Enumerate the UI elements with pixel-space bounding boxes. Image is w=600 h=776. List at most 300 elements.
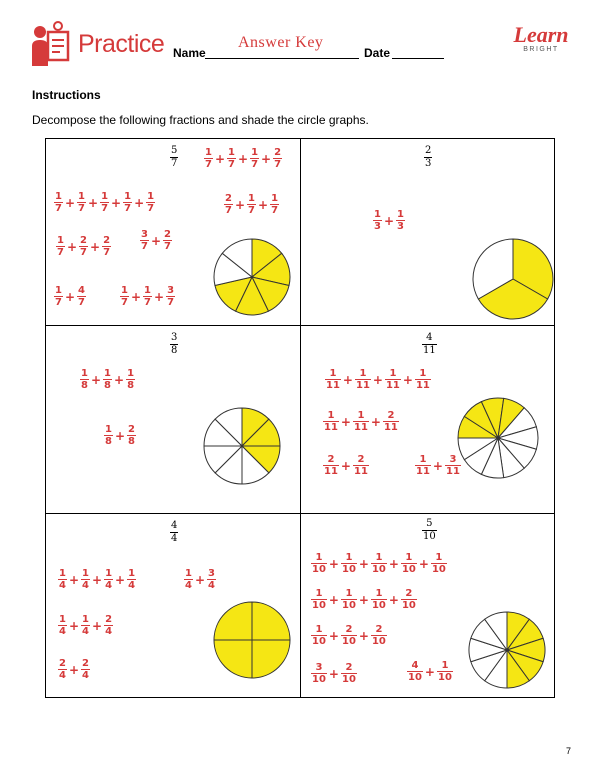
numerator: 2 [128,424,135,435]
numerator: 3 [167,285,175,296]
pie-slice-shaded [214,640,252,678]
fraction-term [371,552,387,575]
instructions-text: Decompose the following fractions and shade the circle graphs. [32,113,369,127]
date-label: Date [364,46,391,60]
target-numerator: 4 [426,332,433,343]
denominator: 11 [353,422,368,433]
decomposition-expression [311,624,387,647]
plus-sign: + [261,151,272,166]
denominator: 7 [271,205,279,216]
denominator: 7 [55,203,62,214]
plus-sign: + [388,592,399,607]
fraction-term [311,552,327,575]
circle-graph [202,406,282,486]
circle-graph [471,237,555,321]
numerator: 1 [185,568,192,579]
plus-sign: + [388,556,399,571]
numerator: 1 [105,424,112,435]
fraction-term [58,568,67,591]
fraction-cell [301,514,556,699]
denominator: 7 [228,159,235,170]
plus-sign: + [383,213,395,228]
denominator: 7 [78,297,85,308]
denominator: 8 [105,436,112,447]
numerator: 2 [357,454,365,465]
answer-key-text: Answer Key [238,34,324,51]
numerator: 1 [435,552,443,563]
denominator: 10 [371,636,386,647]
brand-sub: BRIGHT [523,46,559,53]
fraction-term [81,658,90,681]
fraction-term [353,410,369,433]
denominator: 10 [371,600,386,611]
decomposition-expression [407,660,453,683]
learn-bright-logo [506,24,576,53]
decomposition-expression [56,235,111,258]
plus-sign: + [424,664,435,679]
target-numerator: 3 [171,332,178,343]
fraction-term [311,624,327,647]
numerator: 1 [315,588,323,599]
plus-sign: + [372,372,383,387]
numerator: 1 [375,588,383,599]
decomposition-expression [184,568,216,591]
target-denominator: 7 [171,158,178,169]
fraction-cell [301,326,556,513]
denominator: 11 [353,466,368,477]
plus-sign: + [92,618,103,633]
fraction-cell [46,514,300,699]
numerator: 3 [208,568,215,579]
denominator: 4 [59,626,66,637]
target-fraction [170,145,178,170]
denominator: 11 [324,466,338,477]
brand-name: Learn [513,22,569,47]
target-denominator: 11 [423,345,436,356]
plus-sign: + [402,372,413,387]
denominator: 7 [80,247,87,258]
circle-graph [456,396,540,480]
numerator: 2 [345,624,353,635]
plus-sign: + [66,239,78,254]
denominator: 4 [82,670,89,681]
fraction-cell [46,139,300,325]
fraction-term [247,193,256,216]
denominator: 10 [341,636,356,647]
fraction-term [56,235,65,258]
denominator: 10 [312,564,326,575]
target-fraction [422,518,437,543]
fraction-term [79,235,88,258]
numerator: 1 [59,614,66,625]
decomposition-expression [204,147,282,170]
numerator: 1 [205,147,212,158]
fraction-term [371,624,387,647]
name-label: Name [173,46,206,60]
fraction-term [207,568,216,591]
instructions-heading: Instructions [32,88,101,102]
denominator: 7 [121,297,128,308]
target-numerator: 5 [426,518,433,529]
denominator: 11 [355,380,370,391]
decomposition-expression [140,229,172,252]
plus-sign: + [114,428,126,443]
fraction-term [54,191,63,214]
numerator: 1 [81,368,88,379]
denominator: 7 [124,203,132,214]
plus-sign: + [342,372,353,387]
denominator: 8 [128,436,135,447]
numerator: 1 [124,191,132,202]
fraction-term [341,624,357,647]
fraction-term [401,552,417,575]
numerator: 1 [82,614,89,625]
fraction-term [407,660,423,683]
fraction-term [103,368,112,391]
target-fraction [170,332,178,357]
plus-sign: + [238,151,249,166]
fraction-term [123,191,132,214]
target-numerator: 4 [171,520,178,531]
plus-sign: + [64,289,76,304]
pie-slice-shaded [252,640,290,678]
fraction-term [227,147,236,170]
plus-sign: + [114,372,125,387]
fraction-term [81,568,90,591]
numerator: 2 [274,147,282,158]
denominator: 10 [312,600,326,611]
target-fraction [422,332,437,357]
decomposition-expression [54,285,86,308]
numerator: 2 [225,193,232,204]
decomposition-expression [54,191,155,214]
plus-sign: + [115,572,126,587]
fraction-term [58,614,67,637]
fraction-term [81,614,90,637]
numerator: 1 [374,209,381,220]
numerator: 1 [251,147,259,158]
denominator: 7 [248,205,255,216]
numerator: 2 [103,235,111,246]
numerator: 2 [405,588,413,599]
fraction-term [77,191,86,214]
numerator: 1 [144,285,151,296]
numerator: 1 [315,624,323,635]
fraction-term [373,209,382,232]
decomposition-expression [311,662,357,685]
numerator: 1 [389,368,397,379]
plus-sign: + [90,239,101,254]
fraction-term [270,193,279,216]
denominator: 10 [371,564,386,575]
decomposition-expression [323,454,369,477]
denominator: 7 [164,241,171,252]
denominator: 11 [326,380,340,391]
numerator: 1 [248,193,255,204]
numerator: 1 [329,368,337,379]
fraction-term [166,285,175,308]
denominator: 10 [341,674,356,685]
fraction-term [143,285,152,308]
numerator: 1 [271,193,279,204]
numerator: 3 [315,662,323,673]
denominator: 4 [82,626,89,637]
fraction-term [104,568,113,591]
numerator: 1 [128,568,136,579]
denominator: 7 [78,203,85,214]
denominator: 7 [225,205,232,216]
numerator: 4 [411,660,419,671]
fraction-term [415,368,431,391]
numerator: 1 [357,410,365,421]
denominator: 10 [408,672,422,683]
pie-slice-shaded [214,602,252,640]
fraction-term [385,368,401,391]
fraction-term [77,285,86,308]
denominator: 10 [431,564,446,575]
numerator: 1 [121,285,128,296]
plus-sign: + [328,666,339,681]
denominator: 7 [141,241,148,252]
decomposition-expression [120,285,175,308]
fraction-term [431,552,447,575]
denominator: 10 [341,564,356,575]
plus-sign: + [88,195,99,210]
numerator: 1 [55,285,62,296]
decomposition-expression [58,614,113,637]
denominator: 8 [104,380,111,391]
numerator: 2 [345,662,353,673]
decomposition-expression [311,588,417,611]
plus-sign: + [432,458,443,473]
fraction-term [102,235,111,258]
plus-sign: + [418,556,429,571]
fraction-cell [301,139,556,325]
numerator: 1 [105,568,113,579]
denominator: 4 [82,580,89,591]
fraction-term [325,368,341,391]
denominator: 7 [274,159,282,170]
fraction-term [341,552,357,575]
fraction-term [163,229,172,252]
decomposition-expression [80,368,135,391]
numerator: 1 [441,660,449,671]
fraction-term [127,568,136,591]
target-denominator: 10 [423,531,436,542]
target-numerator: 5 [171,145,178,156]
plus-sign: + [68,618,80,633]
fraction-term [273,147,282,170]
denominator: 11 [383,422,398,433]
denominator: 4 [105,626,113,637]
fraction-term [401,588,417,611]
decomposition-expression [325,368,431,391]
denominator: 10 [312,674,326,685]
plus-sign: + [358,592,369,607]
fraction-grid [45,138,555,698]
numerator: 1 [55,191,62,202]
denominator: 4 [208,580,215,591]
plus-sign: + [111,195,122,210]
fraction-term [383,410,399,433]
fraction-term [80,368,89,391]
numerator: 1 [228,147,235,158]
plus-sign: + [150,233,162,248]
date-field[interactable] [392,58,444,59]
practice-title: Practice [78,30,165,58]
plus-sign: + [340,458,351,473]
denominator: 10 [312,636,326,647]
denominator: 4 [128,580,136,591]
numerator: 1 [78,191,85,202]
fraction-term [204,147,213,170]
denominator: 7 [167,297,175,308]
numerator: 1 [405,552,413,563]
fraction-term [126,368,135,391]
practice-logo-icon [30,20,74,68]
numerator: 2 [387,410,395,421]
name-field[interactable] [205,58,359,59]
denominator: 11 [415,380,430,391]
page-number: 7 [566,746,572,756]
pie-slice-shaded [252,602,290,640]
fraction-term [120,285,129,308]
fraction-term [415,454,431,477]
fraction-term [100,191,109,214]
numerator: 1 [147,191,155,202]
numerator: 1 [327,410,335,421]
target-numerator: 2 [425,145,432,156]
denominator: 10 [341,600,356,611]
fraction-term [104,424,113,447]
plus-sign: + [68,572,80,587]
plus-sign: + [134,195,145,210]
numerator: 1 [127,368,135,379]
denominator: 7 [101,203,109,214]
plus-sign: + [370,414,381,429]
fraction-term [127,424,136,447]
denominator: 11 [324,422,338,433]
denominator: 4 [185,580,192,591]
denominator: 7 [55,297,62,308]
decomposition-expression [58,658,90,681]
denominator: 10 [401,600,416,611]
numerator: 2 [375,624,383,635]
numerator: 1 [345,552,353,563]
plus-sign: + [358,628,369,643]
numerator: 4 [78,285,85,296]
plus-sign: + [328,592,339,607]
fraction-term [341,588,357,611]
denominator: 3 [397,221,404,232]
fraction-term [104,614,113,637]
fraction-term [58,658,67,681]
denominator: 7 [57,247,64,258]
denominator: 10 [401,564,416,575]
decomposition-expression [373,209,405,232]
decomposition-expression [323,410,399,433]
denominator: 8 [127,380,135,391]
fraction-term [311,588,327,611]
denominator: 10 [437,672,452,683]
numerator: 1 [419,368,427,379]
denominator: 11 [445,466,460,477]
fraction-term [54,285,63,308]
plus-sign: + [358,556,369,571]
numerator: 1 [419,454,427,465]
denominator: 7 [147,203,155,214]
denominator: 4 [105,580,113,591]
fraction-term [341,662,357,685]
numerator: 2 [80,235,87,246]
numerator: 1 [104,368,111,379]
numerator: 3 [141,229,148,240]
numerator: 2 [82,658,89,669]
circle-graph [467,610,547,690]
denominator: 4 [59,580,66,591]
decomposition-expression [224,193,279,216]
plus-sign: + [328,556,339,571]
decomposition-expression [311,552,447,575]
plus-sign: + [328,628,339,643]
plus-sign: + [90,372,102,387]
denominator: 7 [144,297,151,308]
numerator: 3 [449,454,457,465]
target-denominator: 3 [425,158,432,169]
numerator: 2 [164,229,171,240]
fraction-term [184,568,193,591]
fraction-term [437,660,453,683]
fraction-term [250,147,259,170]
fraction-term [323,454,339,477]
fraction-term [140,229,149,252]
fraction-term [146,191,155,214]
plus-sign: + [258,197,269,212]
decomposition-expression [58,568,136,591]
numerator: 1 [359,368,367,379]
circle-graph [212,237,292,317]
target-denominator: 8 [171,345,178,356]
numerator: 1 [101,191,109,202]
denominator: 7 [103,247,111,258]
circle-graph [212,600,292,680]
fraction-term [355,368,371,391]
numerator: 2 [59,658,66,669]
fraction-cell [46,326,300,513]
plus-sign: + [130,289,142,304]
numerator: 1 [59,568,66,579]
plus-sign: + [234,197,246,212]
denominator: 11 [385,380,400,391]
numerator: 1 [345,588,353,599]
target-denominator: 4 [171,533,178,544]
fraction-term [224,193,233,216]
numerator: 1 [82,568,89,579]
plus-sign: + [154,289,165,304]
fraction-term [323,410,339,433]
denominator: 7 [251,159,259,170]
plus-sign: + [64,195,76,210]
decomposition-expression [104,424,136,447]
fraction-term [353,454,369,477]
plus-sign: + [92,572,103,587]
plus-sign: + [194,572,206,587]
denominator: 7 [205,159,212,170]
numerator: 2 [105,614,113,625]
plus-sign: + [340,414,351,429]
numerator: 1 [397,209,404,220]
page-header [0,0,600,80]
